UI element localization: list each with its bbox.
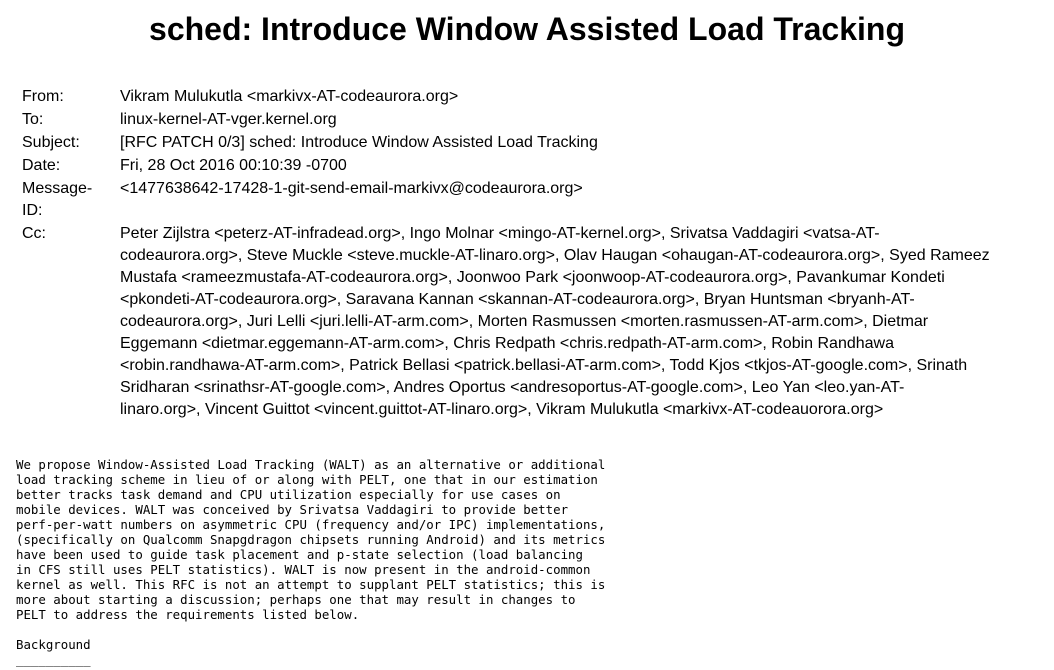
from-value: Vikram Mulukutla <markivx-AT-codeaurora.org> [120,88,459,105]
cc-line: Peter Zijlstra <peterz-AT-infradead.org>, Ingo Molnar <mingo-AT-kernel.org>, Srivatsa Vaddagiri <vatsa-AT- [120,225,880,242]
cc-line: <pkondeti-AT-codeaurora.org>, Saravana Kannan <skannan-AT-codeaurora.org>, Bryan Huntsman <bryanh-AT- [120,291,915,308]
page-title: sched: Introduce Window Assisted Load Tracking [149,11,905,47]
email-headers [22,85,1052,421]
cc-line: codeaurora.org>, Steve Muckle <steve.muckle-AT-linaro.org>, Olav Haugan <ohaugan-AT-codeaurora.org>, Syed Rameez [120,247,990,264]
header-row-date [22,154,1052,177]
body-line: mobile devices. WALT was conceived by Srivatsa Vaddagiri to provide better [16,502,569,517]
header-row-cc [22,222,1052,421]
to-value: linux-kernel-AT-vger.kernel.org [120,111,337,128]
header-row-message-id [22,177,1052,222]
section-heading-background: Background [16,637,91,652]
email-body [16,457,605,667]
body-line: PELT to address the requirements listed below. [16,607,360,622]
header-row-from [22,85,1052,108]
from-label: From: [22,88,64,105]
body-line: load tracking scheme in lieu of or along with PELT, one that in our estimation [16,472,598,487]
body-line-blank [16,622,605,637]
body-line: (specifically on Qualcomm Snapgdragon chipsets running Android) and its metrics [16,532,606,547]
subject-value: [RFC PATCH 0/3] sched: Introduce Window Assisted Load Tracking [120,134,598,151]
message-id-value: <1477638642-17428-1-git-send-email-markivx@codeaurora.org> [120,180,583,197]
header-row-subject [22,131,1052,154]
subject-label: Subject: [22,134,80,151]
body-line: kernel as well. This RFC is not an attempt to supplant PELT statistics; this is [16,577,606,592]
body-line: perf-per-watt numbers on asymmetric CPU (frequency and/or IPC) implementations, [16,517,606,532]
body-line: We propose Window-Assisted Load Tracking (WALT) as an alternative or additional [16,457,606,472]
message-id-label-line-2: ID: [22,202,43,219]
header-row-to [22,108,1052,131]
cc-line: Mustafa <rameezmustafa-AT-codeaurora.org>, Joonwoo Park <joonwoop-AT-codeaurora.org>, Pavankumar Kondeti [120,269,945,286]
cc-line: Eggemann <dietmar.eggemann-AT-arm.com>, Chris Redpath <chris.redpath-AT-arm.com>, Robin Randhawa [120,335,894,352]
cc-line: <robin.randhawa-AT-arm.com>, Patrick Bellasi <patrick.bellasi-AT-arm.com>, Todd Kjos <tkjos-AT-google.com>, Srinath [120,357,968,374]
message-id-label [22,177,120,222]
cc-value [120,222,1052,421]
cc-line: codeaurora.org>, Juri Lelli <juri.lelli-AT-arm.com>, Morten Rasmussen <morten.rasmussen-AT-arm.com>, Dietmar [120,313,929,330]
date-value: Fri, 28 Oct 2016 00:10:39 -0700 [120,157,347,174]
body-line: have been used to guide task placement and p-state selection (load balancing [16,547,583,562]
body-line: more about starting a discussion; perhaps one that may result in changes to [16,592,576,607]
cc-line: linaro.org>, Vincent Guittot <vincent.guittot-AT-linaro.org>, Vikram Mulukutla <markivx-AT-codeauorora.org> [120,401,884,418]
body-line: better tracks task demand and CPU utilization especially for use cases on [16,487,561,502]
section-heading-underline: __________ [16,652,91,667]
message-id-label-line-1: Message- [22,180,93,197]
body-line: in CFS still uses PELT statistics). WALT is now present in the android-common [16,562,591,577]
cc-label: Cc: [22,225,46,242]
cc-line: Sridharan <srinathsr-AT-google.com>, Andres Oportus <andresoportus-AT-google.com>, Leo Yan <leo.yan-AT- [120,379,905,396]
date-label: Date: [22,157,61,174]
to-label: To: [22,111,44,128]
